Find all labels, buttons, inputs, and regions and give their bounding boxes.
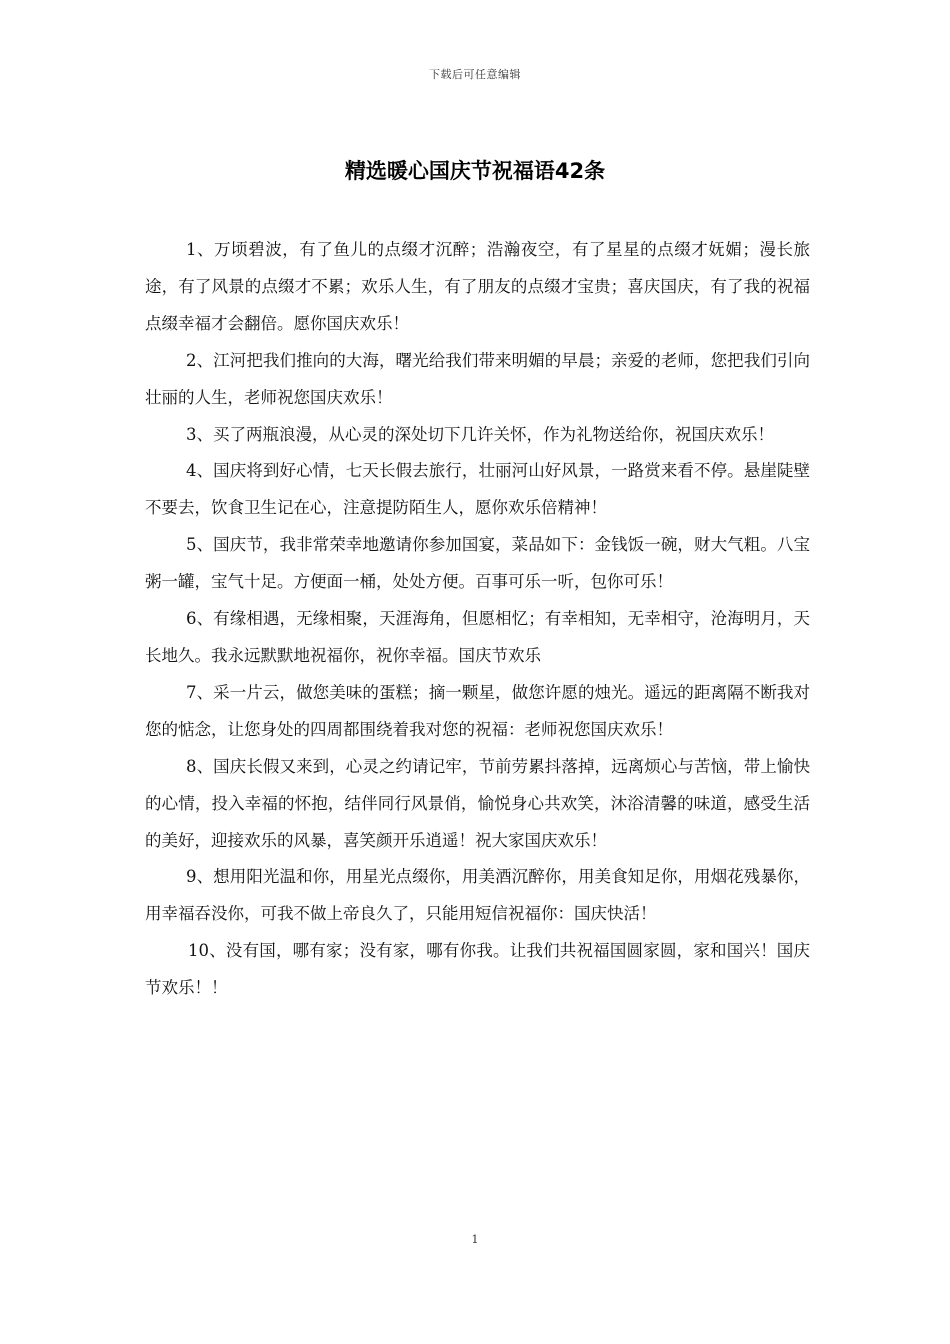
page-header: 下载后可任意编辑 — [429, 68, 521, 81]
paragraph-1: 1、万顷碧波，有了鱼儿的点缀才沉醉；浩瀚夜空，有了星星的点缀才妩媚；漫长旅途，有了风景的点缀才不累；欢乐人生，有了朋友的点缀才宝贵；喜庆国庆，有了我的祝福点缀幸福才会翻倍。愿你国庆欢乐！ — [145, 240, 810, 333]
document-body — [145, 232, 810, 1007]
paragraph-7: 7、采一片云，做您美味的蛋糕；摘一颗星，做您许愿的烛光。遥远的距离隔不断我对您的惦念，让您身处的四周都围绕着我对您的祝福：老师祝您国庆欢乐！ — [145, 682, 810, 739]
page-number: 1 — [471, 1233, 479, 1246]
paragraph-2: 2、江河把我们推向的大海，曙光给我们带来明媚的早晨；亲爱的老师，您把我们引向壮丽的人生，老师祝您国庆欢乐！ — [145, 350, 810, 407]
paragraph-3: 3、买了两瓶浪漫，从心灵的深处切下几许关怀，作为礼物送给你，祝国庆欢乐！ — [186, 424, 774, 444]
paragraph-8: 8、国庆长假又来到，心灵之约请记牢，节前劳累抖落掉，远离烦心与苦恼，带上愉快的心情，投入幸福的怀抱，结伴同行风景俏，愉悦身心共欢笑，沐浴清馨的味道，感受生活的美好，迎接欢乐的风暴，喜笑颜开乐逍遥！祝大家国庆欢乐！ — [145, 756, 810, 850]
paragraph-4: 4、国庆将到好心情，七天长假去旅行，壮丽河山好风景，一路赏来看不停。悬崖陡壁不要去，饮食卫生记在心，注意提防陌生人，愿你欢乐倍精神！ — [145, 461, 810, 518]
paragraph-5: 5、国庆节，我非常荣幸地邀请你参加国宴，菜品如下：金钱饭一碗，财大气粗。八宝粥一罐，宝气十足。方便面一桶，处处方便。百事可乐一听，包你可乐！ — [145, 535, 810, 592]
paragraph-9: 9、想用阳光温和你，用星光点缀你，用美酒沉醉你，用美食知足你，用烟花残暴你，用幸福吞没你，可我不做上帝良久了，只能用短信祝福你：国庆快活！ — [145, 867, 810, 924]
paragraph-10: 10、没有国，哪有家；没有家，哪有你我。让我们共祝福国圆家圆，家和国兴！国庆节欢乐！！ — [145, 941, 810, 998]
document-title: 精选暖心国庆节祝福语42条 — [344, 159, 606, 183]
paragraph-6: 6、有缘相遇，无缘相聚，天涯海角，但愿相忆；有幸相知，无幸相守，沧海明月，天长地久。我永远默默地祝福你，祝你幸福。国庆节欢乐 — [145, 609, 810, 665]
